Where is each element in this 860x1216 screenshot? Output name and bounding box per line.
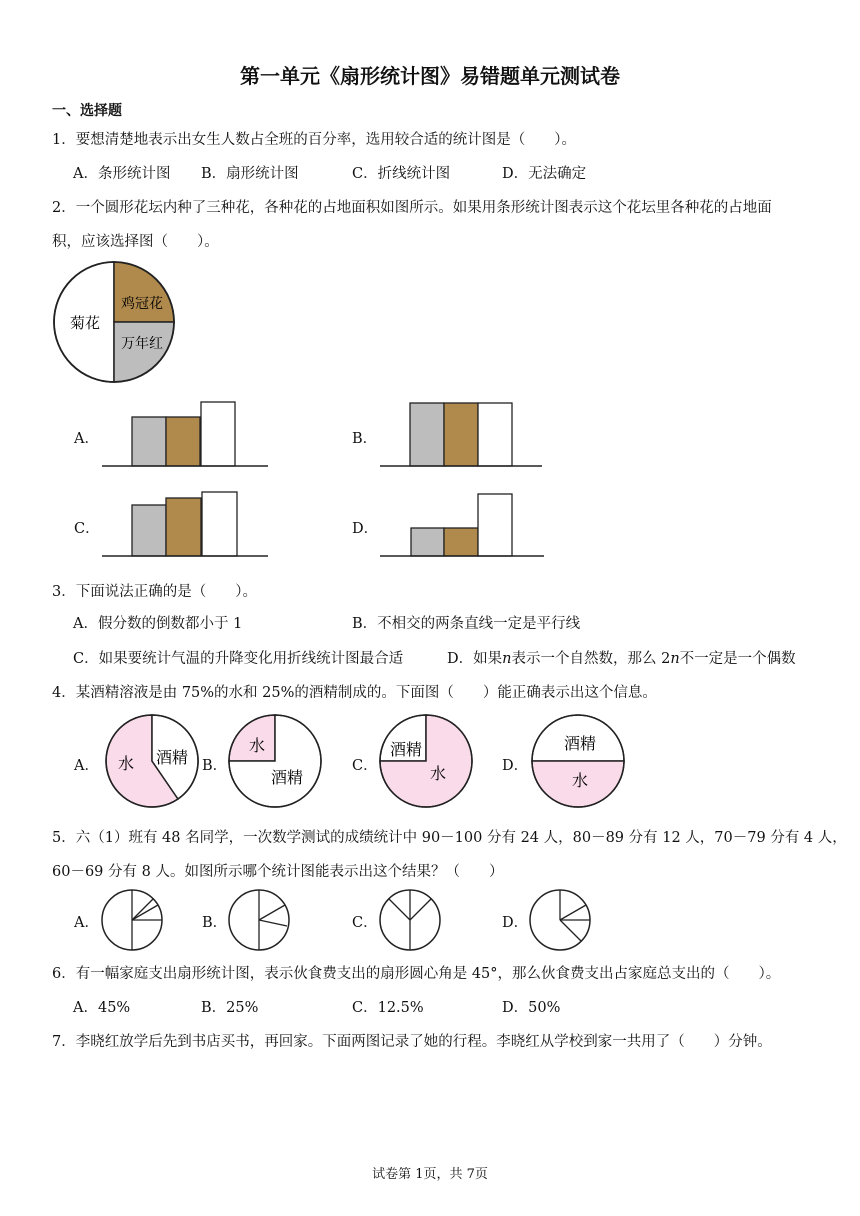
q6-option-b[interactable]: B．25% [201,1000,259,1016]
pie-label-water: 水 [248,736,266,755]
q6-option-d[interactable]: D．50% [502,1000,561,1016]
q4-option-a-label[interactable]: A． [74,758,99,774]
pie-label-water: 水 [571,771,589,790]
q2-option-a-bar-chart[interactable] [100,400,270,468]
question-3-text: 3．下面说法正确的是（ ）。 [52,584,257,600]
q5-option-d-pie[interactable] [528,888,592,952]
pie-label-water: 水 [117,754,135,773]
q2-option-a-label[interactable]: A． [74,431,99,447]
q4-option-d-pie[interactable] [530,713,630,807]
q1-option-a[interactable]: A．条形统计图 [73,166,171,182]
question-6-text: 6．有一幅家庭支出扇形统计图，表示伙食费支出的扇形圆心角是 45°，那么伙食费支出占家庭总支出的（ ）。 [52,966,781,982]
question-2-line-1: 2．一个圆形花坛内种了三种花，各种花的占地面积如图所示。如果用条形统计图表示这个花坛里各种花的占地面 [52,200,772,216]
q4-option-d-label[interactable]: D． [502,758,529,774]
q5-option-b-label[interactable]: B． [202,915,228,931]
bar-white [202,492,237,556]
pie-label-marigold: 万年红 [121,336,163,352]
bar-white [478,403,512,466]
q2-option-c-label[interactable]: C． [74,521,100,537]
q3-option-b[interactable]: B．不相交的两条直线一定是平行线 [352,616,581,632]
pie-label-cockscomb: 鸡冠花 [121,296,163,312]
pie-label-alcohol: 酒精 [155,748,189,767]
q2-option-b-label[interactable]: B． [352,431,378,447]
q4-option-b-label[interactable]: B． [202,758,228,774]
q3-option-a[interactable]: A．假分数的倒数都小于 1 [73,616,243,632]
q3-d-pre: D．如果 [447,651,503,667]
q4-option-c-label[interactable]: C． [352,758,378,774]
question-1-text: 1．要想清楚地表示出女生人数占全班的百分率，选用较合适的统计图是（ ）。 [52,132,576,148]
q1-option-c[interactable]: C．折线统计图 [352,166,451,182]
q5-option-c-pie[interactable] [378,888,442,952]
q3-option-c[interactable]: C．如果要统计气温的升降变化用折线统计图最合适 [73,651,404,667]
pie-label-alcohol: 酒精 [389,740,423,759]
pie-label-water: 水 [429,764,447,783]
q5-option-a-pie[interactable] [100,888,164,952]
pie-label-alcohol: 酒精 [563,734,597,753]
q2-flower-pie-chart [52,260,176,384]
question-4-text: 4．某酒精溶液是由 75%的水和 25%的酒精制成的。下面图（ ）能正确表示出这个信息。 [52,685,657,701]
bar-brown [166,498,201,556]
q3-option-d[interactable] [447,647,796,668]
pie-label-alcohol: 酒精 [270,768,304,787]
q4-option-a-pie[interactable] [100,713,200,807]
q2-option-d-label[interactable]: D． [352,521,379,537]
bar-gray [132,417,166,466]
q5-option-d-label[interactable]: D． [502,915,529,931]
q2-option-d-bar-chart[interactable] [378,490,548,558]
bar-white [201,402,235,466]
q6-option-a[interactable]: A．45% [73,1000,131,1016]
bar-brown [444,403,478,466]
section-heading: 一、选择题 [52,103,122,119]
q5-option-c-label[interactable]: C． [352,915,378,931]
bar-gray [411,528,444,556]
bar-white [478,494,512,556]
q3-d-var-2: n [670,651,680,667]
q4-option-c-pie[interactable] [378,713,478,807]
q2-option-c-bar-chart[interactable] [100,490,270,558]
question-7-text: 7．李晓红放学后先到书店买书，再回家。下面两图记录了她的行程。李晓红从学校到家一共用了（ ）分钟。 [52,1034,772,1050]
q5-option-a-label[interactable]: A． [74,915,99,931]
q3-d-var-1: n [502,651,512,667]
bar-brown [166,417,200,466]
q3-d-mid: 表示一个自然数，那么 2 [511,651,671,667]
bar-gray [132,505,166,556]
q5-option-b-pie[interactable] [227,888,291,952]
question-5-line-2: 60－69 分有 8 人。如图所示哪个统计图能表示出这个结果？（ ） [52,864,504,880]
q6-option-c[interactable]: C．12.5% [352,1000,424,1016]
q3-d-post: 不一定是一个偶数 [679,651,796,667]
page-title: 第一单元《扇形统计图》易错题单元测试卷 [240,64,620,88]
question-5-line-1: 5．六（1）班有 48 名同学，一次数学测试的成绩统计中 90－100 分有 24 人，80－89 分有 12 人，70－79 分有 4 人， [52,830,847,846]
page-footer: 试卷第 1页，共 7页 [372,1167,488,1182]
bar-brown [444,528,478,556]
q2-option-b-bar-chart[interactable] [378,400,548,468]
q4-option-b-pie[interactable] [227,713,327,807]
question-2-line-2: 积，应该选择图（ ）。 [52,234,219,250]
q1-option-b[interactable]: B．扇形统计图 [201,166,299,182]
bar-gray [410,403,444,466]
q1-option-d[interactable]: D．无法确定 [502,166,587,182]
pie-label-chrysanthemum: 菊花 [69,314,101,332]
